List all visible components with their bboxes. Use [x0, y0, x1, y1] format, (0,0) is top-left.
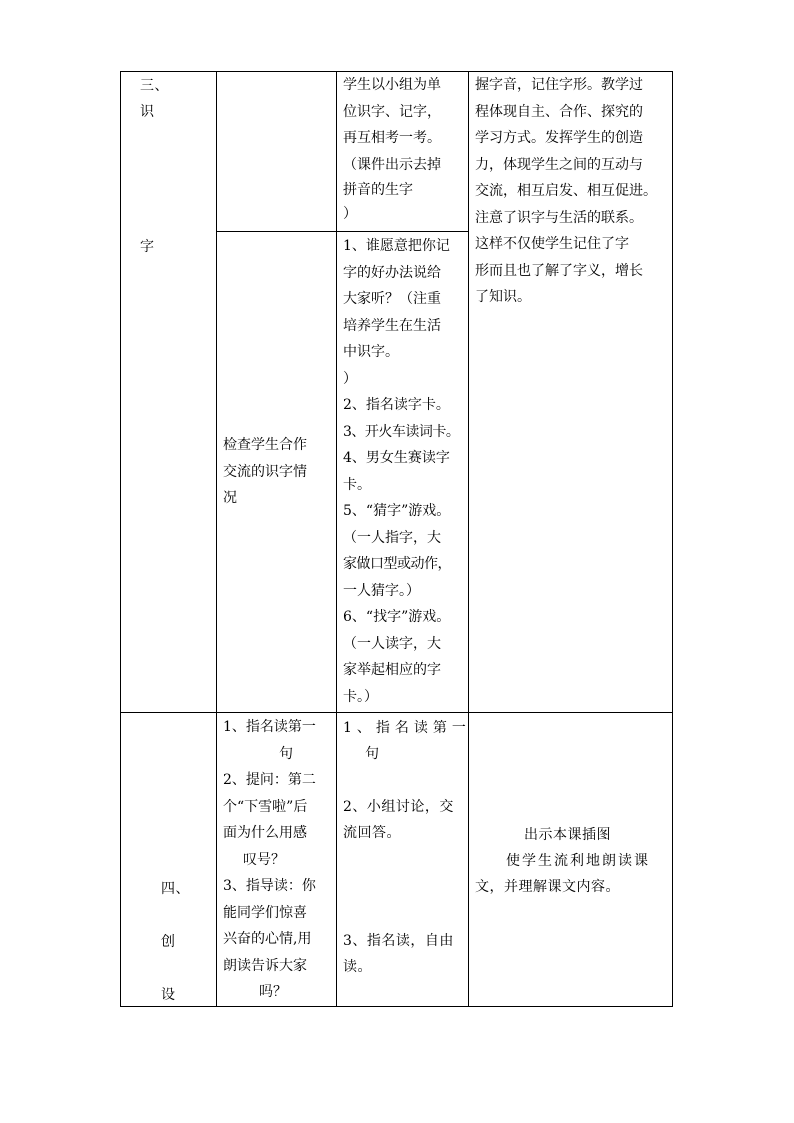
text-line: 家做口型或动作， — [343, 556, 451, 572]
text-line: 能同学们惊喜 — [223, 904, 307, 921]
text-line: 字的好办法说给 — [343, 264, 441, 281]
text-line: （一人读字，大 — [343, 635, 441, 652]
teacher-activity-cell — [223, 714, 316, 1006]
text-line: 况 — [223, 490, 237, 506]
text-line: 握字音，记住字形。教学过 — [475, 77, 643, 93]
design-intent-line: 文，并理解课文内容。 — [475, 879, 620, 895]
text-line: 5、“猜字”游戏。 — [343, 503, 451, 519]
design-intent-line: 出示本课插图 — [524, 827, 611, 843]
text-line: 面为什么用感 — [223, 825, 307, 841]
text-line: 1、指名读第一 — [223, 719, 316, 735]
student-activity-line: 读。 — [343, 959, 372, 975]
text-line: 学习方式。发挥学生的创造 — [475, 130, 643, 146]
column-divider-2 — [336, 71, 337, 1007]
table-border-right — [672, 71, 673, 1007]
text-line: 形而且也了解了字义，增长 — [475, 262, 643, 279]
column-divider-1 — [216, 71, 217, 1007]
text-line: 培养学生在生活 — [343, 317, 441, 334]
table-border-left — [120, 71, 121, 1007]
student-activity-line: 句 — [365, 746, 380, 762]
text-line: 程体现自主、合作、探究的 — [475, 103, 643, 120]
text-line: 卡。） — [343, 688, 378, 705]
text-line: 力，体现学生之间的互动与 — [475, 156, 643, 173]
text-line: 4、男女生赛读字 — [343, 450, 450, 466]
student-activity-cell — [343, 233, 459, 710]
text-line: 吗？ — [259, 984, 287, 1000]
text-line: 1、谁愿意把你记 — [343, 238, 450, 254]
text-line: 2、指名读字卡。 — [343, 397, 450, 413]
text-line: 兴奋的心情,用 — [223, 931, 312, 947]
text-line: 家举起相应的字 — [343, 662, 441, 678]
text-line: 拼音的生字 — [343, 182, 413, 198]
text-line: 交流的识字情 — [223, 463, 307, 480]
text-line: ） — [343, 370, 357, 387]
text-line: 一人猜字。） — [343, 582, 420, 599]
text-line: 这样不仅使学生记住了字 — [475, 236, 629, 252]
section-label: 设 — [161, 987, 176, 1003]
text-line: 学生以小组为单 — [343, 77, 441, 93]
student-activity-line: 2、小组讨论，交 — [343, 799, 454, 815]
text-line: 了知识。 — [475, 289, 531, 305]
text-line: 6、“找字”游戏。 — [343, 609, 451, 625]
text-line: 中识字。 — [343, 344, 399, 360]
text-line: 叹号？ — [243, 851, 285, 868]
design-intent-line: 使学生流利地朗读课 — [506, 853, 650, 869]
section-label: 识 — [140, 104, 155, 120]
table-border-bottom — [120, 1006, 673, 1007]
text-line: 再互相考一考。 — [343, 130, 441, 146]
design-intent-cell — [475, 72, 657, 311]
text-line: （一人指字，大 — [343, 529, 441, 546]
teacher-activity-cell — [223, 432, 307, 512]
student-activity-line: 3、指名读，自由 — [343, 933, 454, 949]
text-line: （课件出示去掉 — [343, 156, 441, 173]
text-line: 3、指导读：你 — [223, 878, 316, 894]
column-divider-3 — [468, 71, 469, 1007]
row-divider — [216, 231, 468, 232]
text-line: 位识字、记字， — [343, 103, 441, 120]
text-line: 注意了识字与生活的联系。 — [475, 209, 643, 226]
text-line: 句 — [279, 745, 293, 762]
text-line: ） — [343, 206, 357, 222]
section-label: 三、 — [140, 78, 169, 94]
student-activity-line: 1、指名读第一 — [343, 720, 471, 736]
section-label: 四、 — [161, 881, 190, 897]
text-line: 检查学生合作 — [223, 437, 307, 453]
section-divider — [120, 712, 673, 713]
text-line: 卡。 — [343, 476, 371, 493]
section-label: 字 — [140, 239, 155, 255]
student-activity-line: 流回答。 — [343, 825, 401, 841]
text-line: 3、开火车读词卡。 — [343, 423, 460, 440]
section-label: 创 — [161, 934, 176, 950]
student-activity-cell — [343, 72, 441, 226]
text-line: 交流，相互启发、相互促进。 — [475, 183, 657, 199]
text-line: 朗读告诉大家 — [223, 957, 307, 974]
text-line: 个“下雪啦”后 — [223, 798, 308, 815]
text-line: 2、提问：第二 — [223, 772, 316, 788]
text-line: 大家听？（注重 — [343, 291, 441, 307]
